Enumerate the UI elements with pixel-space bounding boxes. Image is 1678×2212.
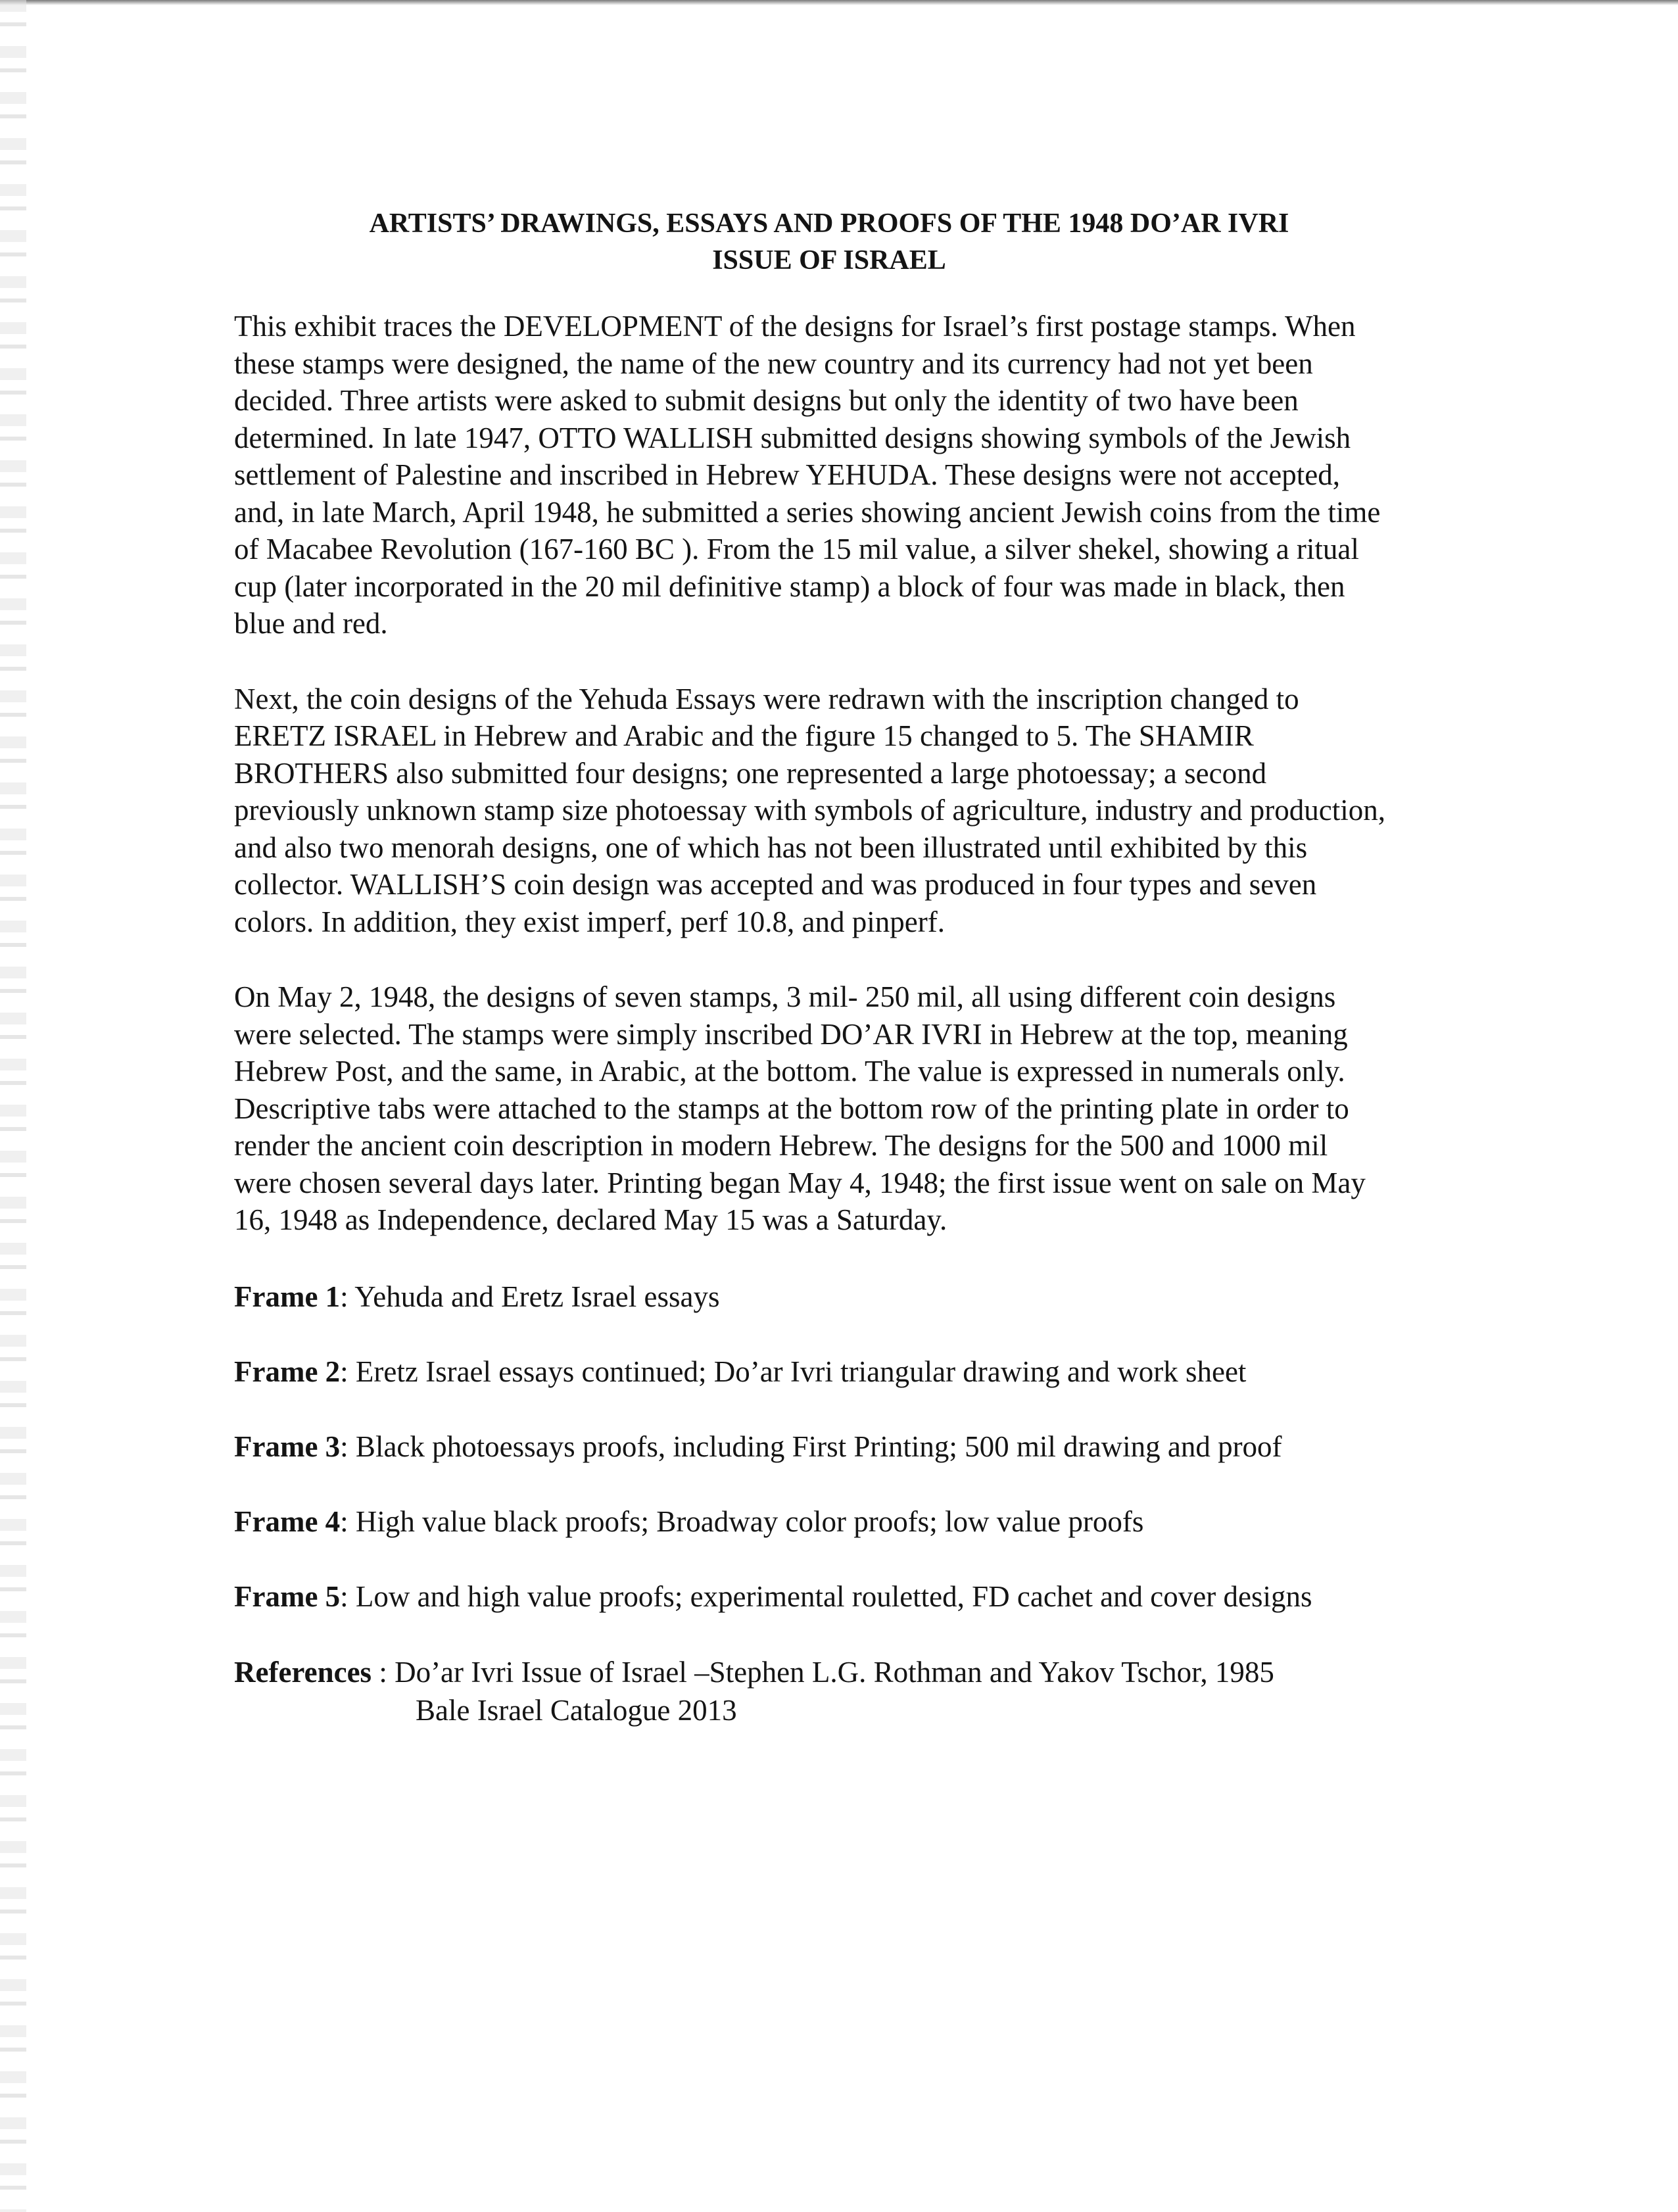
paragraph-line: of Macabee Revolution (167-160 BC ). From the 15 mil value, a silver shekel, showing a ritual (234, 533, 1359, 565)
title-line-1: ARTISTS’ DRAWINGS, ESSAYS AND PROOFS OF THE 1948 DO’AR IVRI (369, 208, 1289, 239)
binding-holes-strip (0, 0, 26, 2212)
paragraph-line: and, in late March, April 1948, he submitted a series showing ancient Jewish coins from the time (234, 495, 1381, 529)
paragraph-line: these stamps were designed, the name of the new country and its currency had not yet been (234, 347, 1313, 380)
paragraph-line: Hebrew Post, and the same, in Arabic, at the bottom. The value is expressed in numerals only. (234, 1055, 1345, 1088)
frame-item (234, 1428, 1523, 1465)
reference-item: Do’ar Ivri Issue of Israel –Stephen L.G. Rothman and Yakov Tschor, 1985 (395, 1655, 1274, 1689)
frame-description: : High value black proofs; Broadway color proofs; low value proofs (340, 1504, 1144, 1538)
frame-description: : Black photoessays proofs, including First Printing; 500 mil drawing and proof (340, 1430, 1282, 1463)
references-label: References (234, 1655, 372, 1689)
paragraph-line: blue and red. (234, 607, 388, 640)
intro-paragraph (234, 308, 1523, 642)
issue-paragraph (234, 978, 1523, 1239)
paragraph-line: previously unknown stamp size photoessay with symbols of agriculture, industry and production, (234, 794, 1386, 827)
document-title (234, 205, 1523, 279)
reference-item: Bale Israel Catalogue 2013 (416, 1693, 737, 1727)
paragraph-line: were selected. The stamps were simply inscribed DO’AR IVRI in Hebrew at the top, meaning (234, 1017, 1348, 1051)
frame-item (234, 1578, 1523, 1615)
references-section (234, 1653, 1523, 1729)
frames-list (234, 1278, 1523, 1615)
paragraph-line: ERETZ ISRAEL in Hebrew and Arabic and the figure 15 changed to 5. The SHAMIR (234, 719, 1254, 752)
paragraph-line: 16, 1948 as Independence, declared May 15 was a Saturday. (234, 1203, 947, 1236)
frame-description: : Eretz Israel essays continued; Do’ar Ivri triangular drawing and work sheet (340, 1355, 1247, 1388)
title-line-2: ISSUE OF ISRAEL (712, 245, 946, 276)
scan-top-edge (0, 0, 1678, 5)
paragraph-line: render the ancient coin description in modern Hebrew. The designs for the 500 and 1000 mil (234, 1129, 1328, 1162)
frame-label: Frame 5 (234, 1579, 341, 1613)
frame-item (234, 1503, 1523, 1540)
paragraph-line: Descriptive tabs were attached to the stamps at the bottom row of the printing plate in order to (234, 1092, 1349, 1125)
frame-description: : Low and high value proofs; experimental rouletted, FD cachet and cover designs (340, 1579, 1312, 1613)
paragraph-line: cup (later incorporated in the 20 mil definitive stamp) a block of four was made in black, then (234, 569, 1345, 603)
paragraph-line: BROTHERS also submitted four designs; one represented a large photoessay; a second (234, 756, 1267, 790)
paragraph-line: and also two menorah designs, one of which has not been illustrated until exhibited by this (234, 830, 1308, 864)
paragraph-line: determined. In late 1947, OTTO WALLISH submitted designs showing symbols of the Jewish (234, 421, 1351, 454)
document-page (234, 205, 1523, 1729)
paragraph-line: collector. WALLISH’S coin design was accepted and was produced in four types and seven (234, 868, 1317, 901)
frame-label: Frame 1 (234, 1280, 341, 1313)
frame-description: : Yehuda and Eretz Israel essays (340, 1280, 720, 1313)
paragraph-line: This exhibit traces the DEVELOPMENT of the designs for Israel’s first postage stamps. When (234, 310, 1356, 343)
paragraph-line: were chosen several days later. Printing began May 4, 1948; the first issue went on sale on May (234, 1166, 1366, 1199)
designs-paragraph (234, 681, 1523, 941)
paragraph-line: colors. In addition, they exist imperf, perf 10.8, and pinperf. (234, 905, 945, 938)
references-separator: : (372, 1655, 395, 1689)
paragraph-line: On May 2, 1948, the designs of seven stamps, 3 mil- 250 mil, all using different coin designs (234, 980, 1336, 1013)
frame-label: Frame 3 (234, 1430, 341, 1463)
paragraph-line: Next, the coin designs of the Yehuda Essays were redrawn with the inscription changed to (234, 682, 1299, 715)
paragraph-line: decided. Three artists were asked to submit designs but only the identity of two have been (234, 384, 1299, 417)
frame-label: Frame 4 (234, 1504, 341, 1538)
paragraph-line: settlement of Palestine and inscribed in Hebrew YEHUDA. These designs were not accepted, (234, 458, 1340, 491)
frame-item (234, 1278, 1523, 1315)
frame-item (234, 1353, 1523, 1390)
frame-label: Frame 2 (234, 1355, 341, 1388)
